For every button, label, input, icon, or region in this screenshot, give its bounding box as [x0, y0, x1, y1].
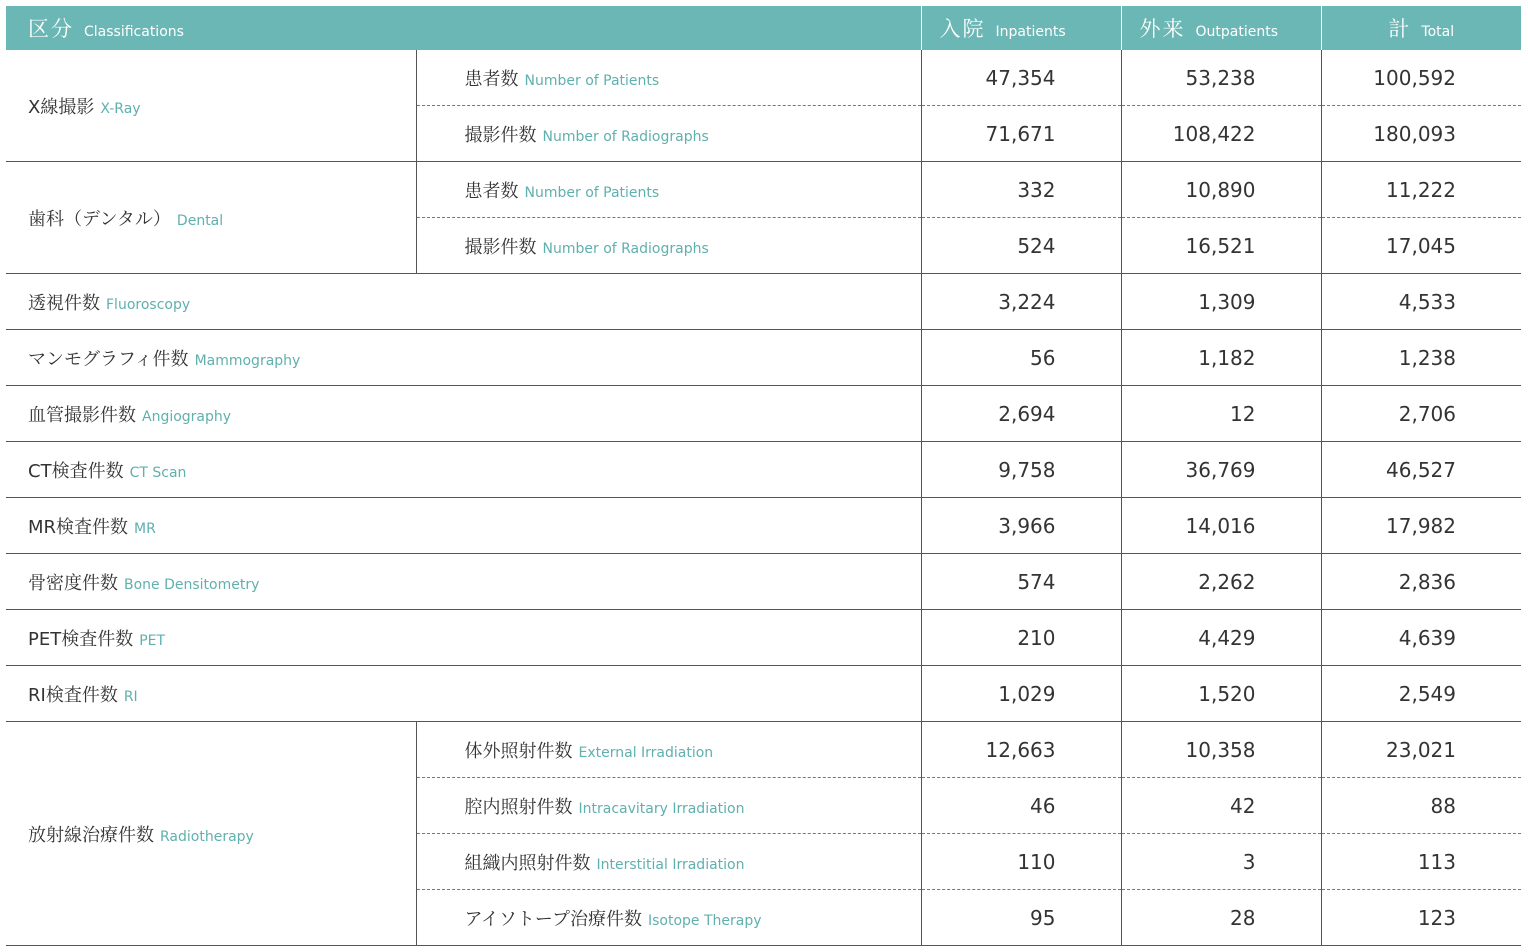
- header-inpatients-ja: 入院: [939, 17, 986, 41]
- cell-inpatients: 110: [921, 834, 1121, 890]
- subcategory-label-en: Intracavitary Irradiation: [578, 800, 745, 817]
- category-mr-ja: MR検査件数: [28, 516, 129, 538]
- category-fluoroscopy-ja: 透視件数: [28, 292, 100, 314]
- table-row-radiotherapy-external: [6, 722, 1521, 778]
- subcategory-external-irradiation: [416, 722, 921, 778]
- cell-outpatients: 10,358: [1121, 722, 1321, 778]
- subcategory-label-ja: 患者数: [464, 68, 519, 90]
- category-angiography-en: Angiography: [142, 408, 232, 425]
- cell-inpatients: 2,694: [921, 386, 1121, 442]
- category-mammography: [6, 330, 921, 386]
- table-row-xray-patients: [6, 50, 1521, 106]
- category-mr: [6, 498, 921, 554]
- cell-total: 113: [1321, 834, 1521, 890]
- table-row-bone-densitometry: [6, 554, 1521, 610]
- category-dental: [6, 162, 416, 274]
- subcategory-interstitial-irradiation: [416, 834, 921, 890]
- category-ct-ja: CT検査件数: [28, 460, 124, 482]
- cell-total: 46,527: [1321, 442, 1521, 498]
- header-classifications-en: Classifications: [84, 24, 184, 40]
- subcategory-label-ja: 患者数: [464, 180, 519, 202]
- subcategory-label-ja: 撮影件数: [464, 236, 537, 258]
- cell-inpatients: 332: [921, 162, 1121, 218]
- cell-inpatients: 3,224: [921, 274, 1121, 330]
- category-angiography-ja: 血管撮影件数: [28, 404, 136, 426]
- category-mammography-en: Mammography: [194, 352, 301, 369]
- subcategory-label-en: Interstitial Irradiation: [596, 856, 745, 873]
- cell-outpatients: 1,520: [1121, 666, 1321, 722]
- header-total: [1321, 6, 1521, 50]
- cell-inpatients: 3,966: [921, 498, 1121, 554]
- cell-total: 2,549: [1321, 666, 1521, 722]
- subcategory-label-ja: 撮影件数: [464, 124, 537, 146]
- table-row-fluoroscopy: [6, 274, 1521, 330]
- table-row-ct: [6, 442, 1521, 498]
- subcategory-label-en: Number of Patients: [524, 72, 660, 89]
- subcategory-intracavitary-irradiation: [416, 778, 921, 834]
- category-radiotherapy-en: Radiotherapy: [160, 828, 254, 845]
- cell-inpatients: 210: [921, 610, 1121, 666]
- category-bone-en: Bone Densitometry: [124, 576, 260, 593]
- category-mammography-ja: マンモグラフィ件数: [28, 348, 189, 370]
- cell-total: 17,045: [1321, 218, 1521, 274]
- cell-outpatients: 12: [1121, 386, 1321, 442]
- header-total-en: Total: [1421, 24, 1455, 40]
- category-bone-densitometry: [6, 554, 921, 610]
- subcategory-label-en: Isotope Therapy: [647, 912, 762, 929]
- cell-outpatients: 4,429: [1121, 610, 1321, 666]
- cell-total: 180,093: [1321, 106, 1521, 162]
- cell-total: 4,639: [1321, 610, 1521, 666]
- cell-outpatients: 16,521: [1121, 218, 1321, 274]
- cell-outpatients: 36,769: [1121, 442, 1321, 498]
- subcategory-isotope-therapy: [416, 890, 921, 946]
- table-header: [6, 6, 1521, 50]
- cell-total: 2,706: [1321, 386, 1521, 442]
- header-outpatients-ja: 外来: [1139, 17, 1186, 41]
- radiology-statistics-table: [6, 6, 1521, 946]
- category-xray: [6, 50, 416, 162]
- table-row-mr: [6, 498, 1521, 554]
- category-xray-ja: X線撮影: [28, 96, 95, 118]
- subcategory-dental-radiographs: [416, 218, 921, 274]
- cell-total: 2,836: [1321, 554, 1521, 610]
- subcategory-label-en: External Irradiation: [578, 744, 714, 761]
- cell-total: 100,592: [1321, 50, 1521, 106]
- cell-inpatients: 9,758: [921, 442, 1121, 498]
- cell-total: 88: [1321, 778, 1521, 834]
- category-ct: [6, 442, 921, 498]
- cell-outpatients: 14,016: [1121, 498, 1321, 554]
- cell-total: 17,982: [1321, 498, 1521, 554]
- header-inpatients: [921, 6, 1121, 50]
- header-outpatients: [1121, 6, 1321, 50]
- subcategory-xray-patients: [416, 50, 921, 106]
- category-ri: [6, 666, 921, 722]
- cell-outpatients: 1,309: [1121, 274, 1321, 330]
- category-pet-ja: PET検査件数: [28, 628, 134, 650]
- category-dental-en: Dental: [176, 212, 224, 229]
- cell-inpatients: 56: [921, 330, 1121, 386]
- category-radiotherapy: [6, 722, 416, 946]
- subcategory-label-ja: 組織内照射件数: [464, 852, 591, 874]
- category-ct-en: CT Scan: [129, 464, 187, 481]
- subcategory-label-en: Number of Patients: [524, 184, 660, 201]
- category-xray-en: X-Ray: [100, 100, 141, 117]
- cell-total: 4,533: [1321, 274, 1521, 330]
- table-row-ri: [6, 666, 1521, 722]
- cell-inpatients: 71,671: [921, 106, 1121, 162]
- cell-total: 23,021: [1321, 722, 1521, 778]
- table-body: [6, 50, 1521, 946]
- subcategory-label-ja: 体外照射件数: [464, 740, 573, 762]
- cell-total: 123: [1321, 890, 1521, 946]
- category-ri-ja: RI検査件数: [28, 684, 118, 706]
- category-ri-en: RI: [123, 688, 138, 705]
- cell-inpatients: 12,663: [921, 722, 1121, 778]
- subcategory-label-ja: 腔内照射件数: [464, 796, 573, 818]
- statistics-table-container: [6, 6, 1521, 946]
- cell-outpatients: 3: [1121, 834, 1321, 890]
- cell-inpatients: 47,354: [921, 50, 1121, 106]
- table-row-angiography: [6, 386, 1521, 442]
- subcategory-label-en: Number of Radiographs: [542, 128, 709, 145]
- cell-inpatients: 574: [921, 554, 1121, 610]
- header-inpatients-en: Inpatients: [995, 24, 1066, 40]
- cell-outpatients: 42: [1121, 778, 1321, 834]
- cell-inpatients: 46: [921, 778, 1121, 834]
- subcategory-dental-patients: [416, 162, 921, 218]
- cell-inpatients: 1,029: [921, 666, 1121, 722]
- header-total-ja: 計: [1388, 17, 1412, 41]
- header-classifications-ja: 区分: [28, 17, 74, 41]
- category-radiotherapy-ja: 放射線治療件数: [28, 824, 154, 846]
- cell-outpatients: 1,182: [1121, 330, 1321, 386]
- table-row-mammography: [6, 330, 1521, 386]
- category-fluoroscopy-en: Fluoroscopy: [106, 296, 191, 313]
- category-pet-en: PET: [139, 632, 166, 649]
- cell-outpatients: 2,262: [1121, 554, 1321, 610]
- header-outpatients-en: Outpatients: [1195, 24, 1278, 40]
- subcategory-label-en: Number of Radiographs: [542, 240, 709, 257]
- cell-outpatients: 108,422: [1121, 106, 1321, 162]
- category-bone-ja: 骨密度件数: [28, 572, 118, 594]
- category-dental-ja: 歯科（デンタル）: [28, 208, 171, 230]
- cell-total: 11,222: [1321, 162, 1521, 218]
- cell-total: 1,238: [1321, 330, 1521, 386]
- cell-outpatients: 28: [1121, 890, 1321, 946]
- subcategory-xray-radiographs: [416, 106, 921, 162]
- category-pet: [6, 610, 921, 666]
- cell-inpatients: 524: [921, 218, 1121, 274]
- subcategory-label-ja: アイソトープ治療件数: [464, 908, 642, 930]
- table-row-pet: [6, 610, 1521, 666]
- header-classifications: [6, 6, 921, 50]
- cell-outpatients: 53,238: [1121, 50, 1321, 106]
- category-angiography: [6, 386, 921, 442]
- table-row-dental-patients: [6, 162, 1521, 218]
- category-mr-en: MR: [134, 520, 156, 537]
- header-row: [6, 6, 1521, 50]
- category-fluoroscopy: [6, 274, 921, 330]
- cell-outpatients: 10,890: [1121, 162, 1321, 218]
- cell-inpatients: 95: [921, 890, 1121, 946]
